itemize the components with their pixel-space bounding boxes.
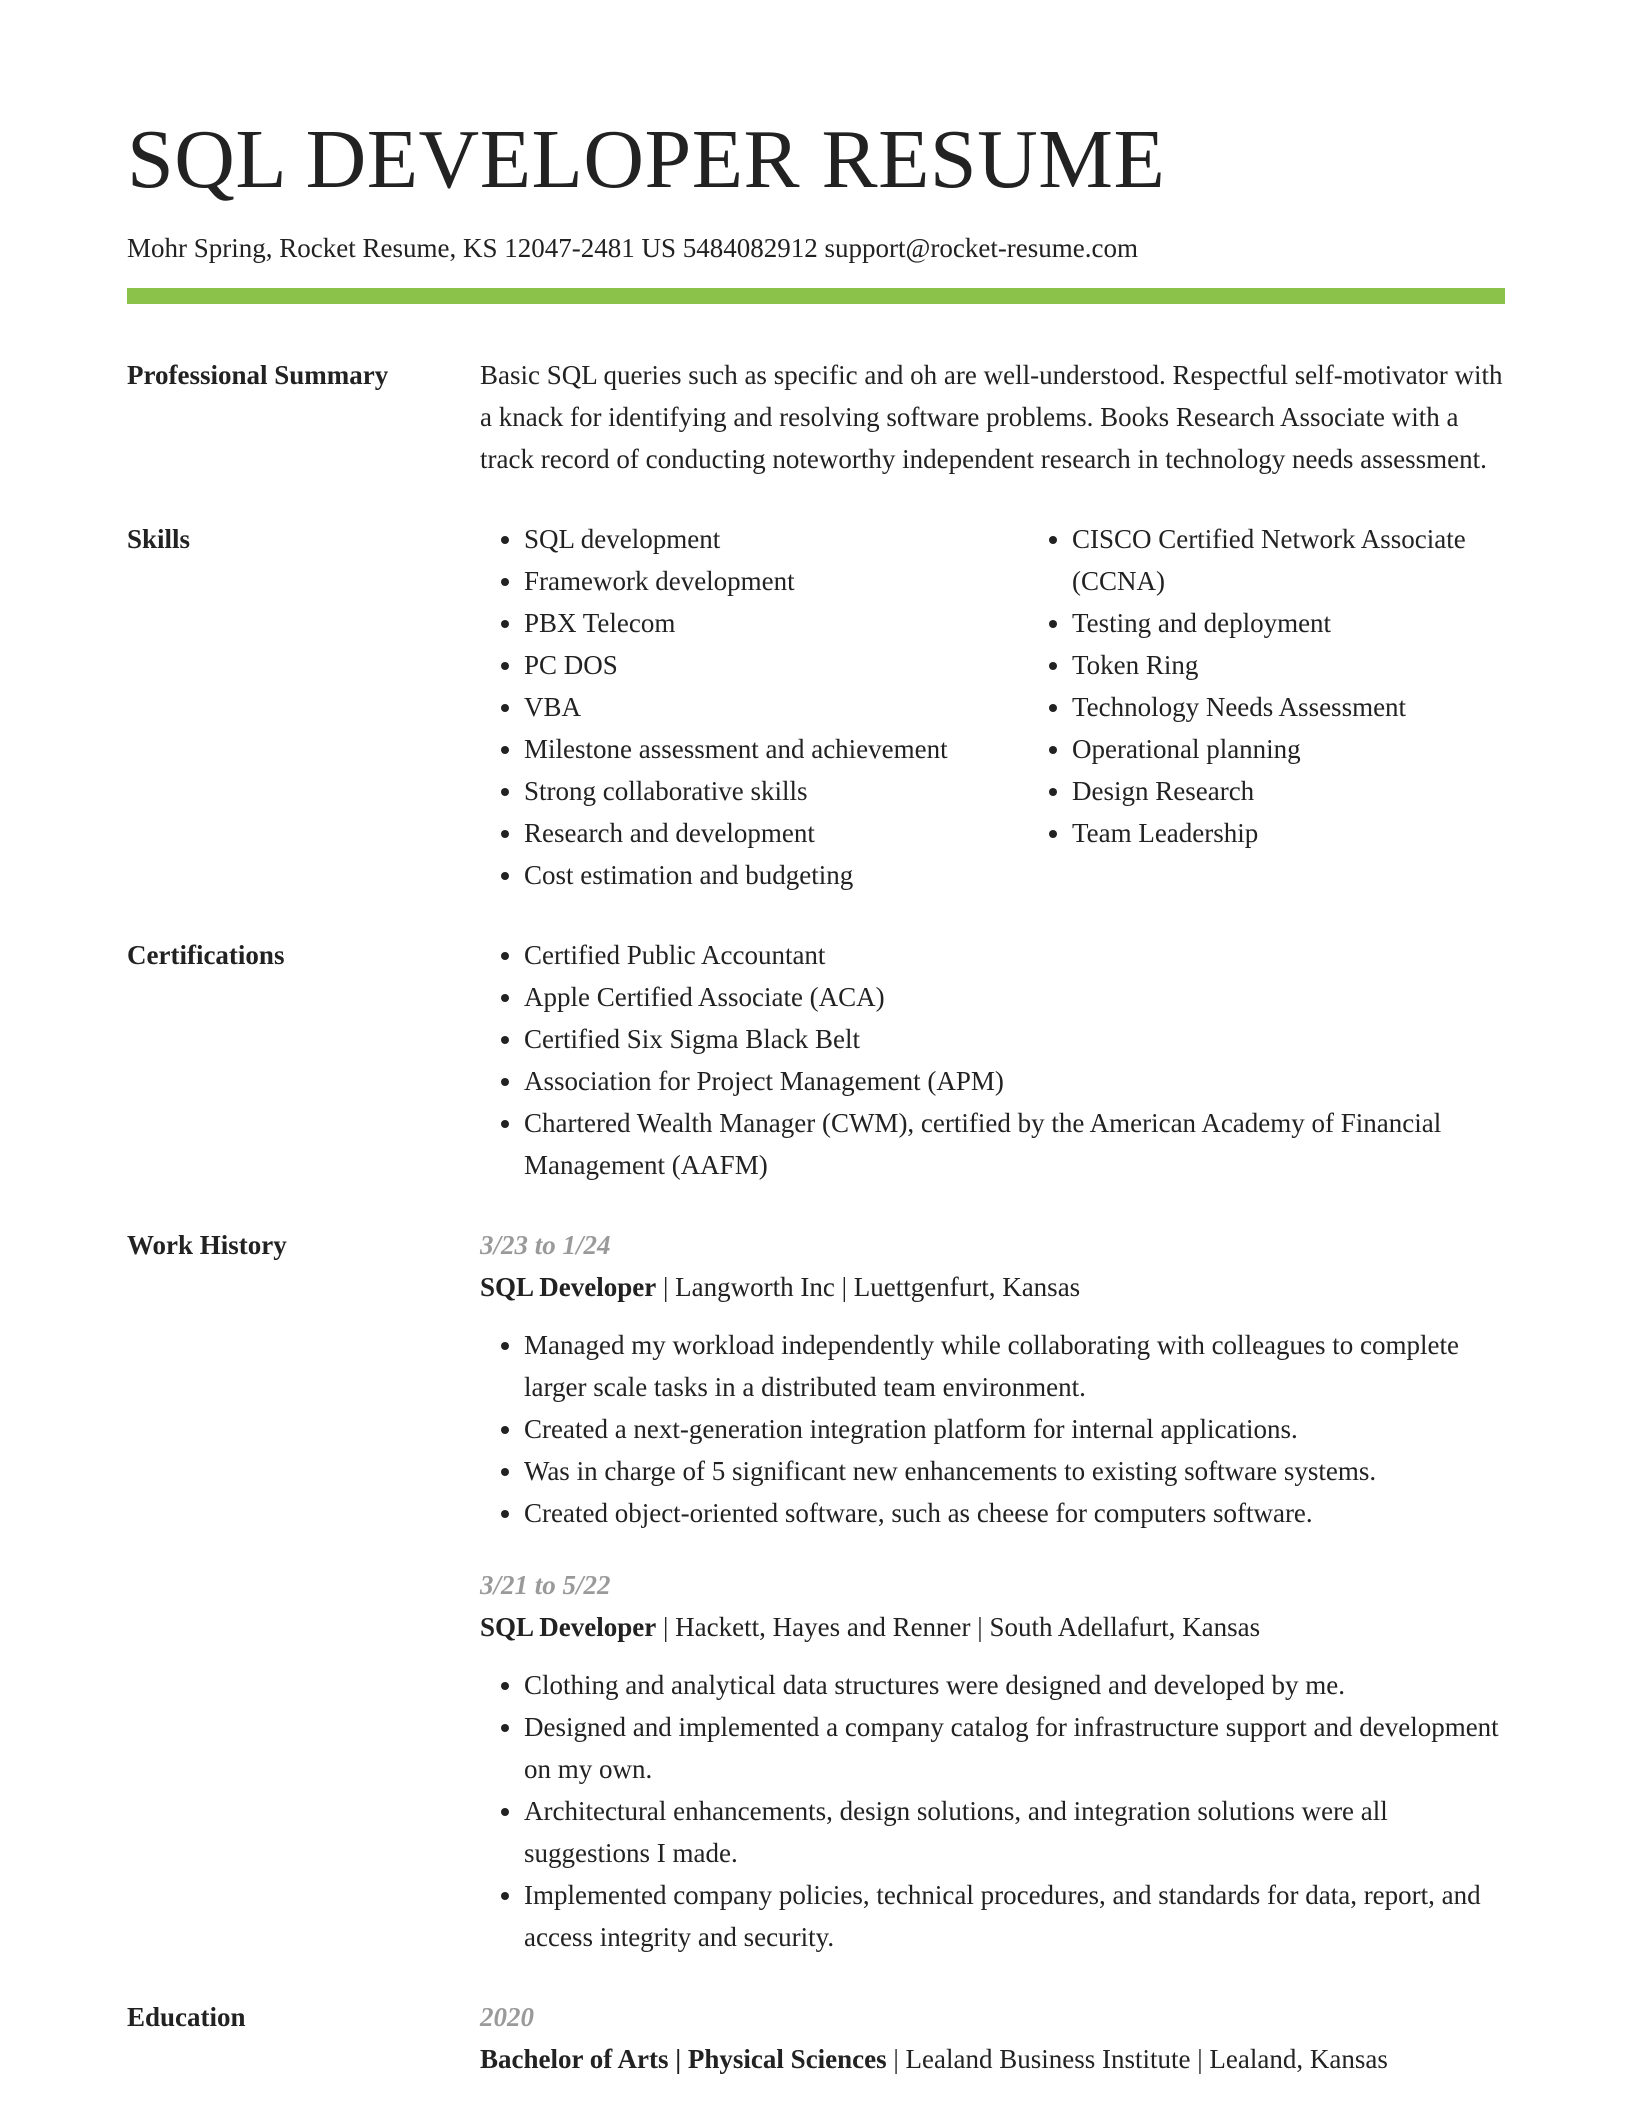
skill-item: • Design Research [1072,770,1505,812]
certification-item: • Certified Six Sigma Black Belt [524,1018,1505,1060]
summary-heading: Professional Summary [127,360,389,391]
education-section [127,1996,1505,2080]
education-heading: Education [127,2002,246,2033]
job-role-line [480,1606,1505,1648]
certification-item: • Association for Project Management (APM) [524,1060,1505,1102]
certification-item: • Chartered Wealth Manager (CWM), certified by the American Academy of Financial Management (AAFM) [524,1102,1505,1186]
skill-item: • Framework development [524,560,1028,602]
job-entry [480,1564,1505,1958]
job-bullet: • Clothing and analytical data structures were designed and developed by me. [524,1664,1505,1706]
skill-item: • Team Leadership [1072,812,1505,854]
job-bullet: • Implemented company policies, technical procedures, and standards for data, report, and access integrity and security. [524,1874,1505,1958]
skills-list-right [1028,518,1505,896]
skill-item: • SQL development [524,518,1028,560]
skills-heading: Skills [127,524,191,555]
job-bullet: • Created object-oriented software, such as cheese for computers software. [524,1492,1505,1534]
certifications-list [480,934,1505,1186]
page-title: SQL DEVELOPER RESUME [127,113,1166,206]
job-employer: | Langworth Inc | Luettgenfurt, Kansas [656,1272,1081,1303]
skill-item: • Technology Needs Assessment [1072,686,1505,728]
job-bullets [480,1324,1505,1534]
work-history-heading: Work History [127,1230,287,1261]
skill-item: • Cost estimation and budgeting [524,854,1028,896]
job-title: SQL Developer [480,1612,657,1643]
summary-text: Basic SQL queries such as specific and oh are well-understood. Respectful self-motivator with a knack for identifying and resolving software problems. Books Research Associate with a track record of conducting noteworthy independent research in technology needs assessment. [480,360,1503,475]
skills-section [127,518,1505,896]
job-dates: 3/23 to 1/24 [480,1230,611,1261]
contact-info: Mohr Spring, Rocket Resume, KS 12047-2481 US 5484082912 support@rocket-resume.com [127,233,1139,263]
skill-item: • Research and development [524,812,1028,854]
skill-item: • Testing and deployment [1072,602,1505,644]
job-employer: | Hackett, Hayes and Renner | South Adellafurt, Kansas [656,1612,1261,1643]
certification-item: • Certified Public Accountant [524,934,1505,976]
education-year: 2020 [480,2002,534,2033]
skill-item: • Token Ring [1072,644,1505,686]
skills-list-left [480,518,1028,896]
certifications-section [127,934,1505,1186]
skill-item: • VBA [524,686,1028,728]
skill-item: • CISCO Certified Network Associate (CCNA) [1072,518,1505,602]
job-bullet: • Was in charge of 5 significant new enhancements to existing software systems. [524,1450,1505,1492]
job-bullet: • Created a next-generation integration platform for internal applications. [524,1408,1505,1450]
job-bullet: • Architectural enhancements, design solutions, and integration solutions were all suggestions I made. [524,1790,1505,1874]
certification-item: • Apple Certified Associate (ACA) [524,976,1505,1018]
skill-item: • Strong collaborative skills [524,770,1028,812]
job-role-line [480,1266,1505,1308]
job-entry [480,1224,1505,1534]
skill-item: • Operational planning [1072,728,1505,770]
certifications-heading: Certifications [127,940,285,971]
work-history-section [127,1224,1505,1958]
education-degree: Bachelor of Arts | Physical Sciences [480,2044,887,2075]
education-line [480,2038,1505,2080]
skill-item: • Milestone assessment and achievement [524,728,1028,770]
job-dates: 3/21 to 5/22 [480,1570,611,1601]
job-bullet: • Designed and implemented a company catalog for infrastructure support and development on my own. [524,1706,1505,1790]
education-school: | Lealand Business Institute | Lealand, Kansas [886,2044,1388,2075]
header-divider [127,288,1505,304]
job-bullets [480,1664,1505,1958]
job-title: SQL Developer [480,1272,657,1303]
skill-item: • PBX Telecom [524,602,1028,644]
summary-section [127,354,1505,480]
job-bullet: • Managed my workload independently while collaborating with colleagues to complete larger scale tasks in a distributed team environment. [524,1324,1505,1408]
skill-item: • PC DOS [524,644,1028,686]
